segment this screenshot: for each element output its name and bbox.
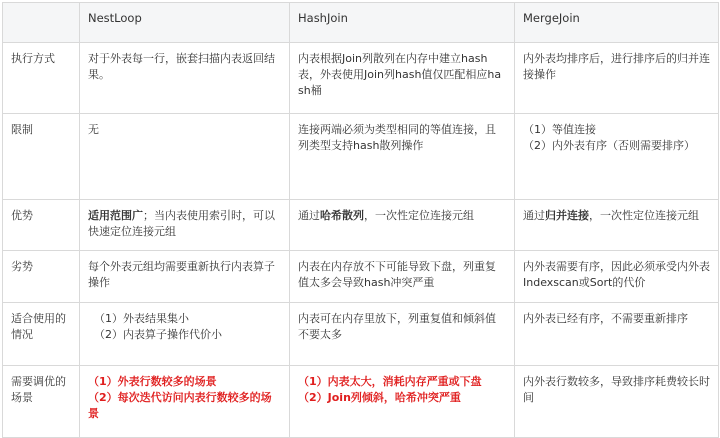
cell-limit-hashjoin: 连接两端必须为类型相同的等值连接，且列类型支持hash散列操作 bbox=[290, 114, 515, 200]
cell-tune-hashjoin bbox=[290, 366, 515, 438]
adv-nestloop-bold: 适用范围广 bbox=[88, 209, 143, 222]
join-comparison-table bbox=[2, 2, 719, 438]
row-label-exec: 执行方式 bbox=[3, 43, 80, 114]
header-nestloop: NestLoop bbox=[80, 3, 290, 43]
cell-tune-nestloop bbox=[80, 366, 290, 438]
adv-mergejoin-bold: 归并连接 bbox=[545, 209, 589, 222]
cell-disadv-nestloop: 每个外表元组均需要重新执行内表算子操作 bbox=[80, 251, 290, 303]
cell-disadv-hashjoin: 内表在内存放不下可能导致下盘，列重复值太多会导致hash冲突严重 bbox=[290, 251, 515, 303]
adv-hashjoin-pre: 通过 bbox=[298, 209, 320, 222]
adv-hashjoin-rest: ，一次性定位连接元组 bbox=[364, 209, 474, 222]
tune-nestloop-line1: （1）外表行数较多的场景 bbox=[88, 375, 217, 388]
cell-disadv-mergejoin: 内外表需要有序，因此必须承受内外表Indexscan或Sort的代价 bbox=[515, 251, 719, 303]
row-label-suit: 适合使用的情况 bbox=[3, 303, 80, 366]
table-row-disadv bbox=[3, 251, 719, 303]
table-row-adv bbox=[3, 200, 719, 251]
cell-suit-nestloop bbox=[80, 303, 290, 366]
header-hashjoin: HashJoin bbox=[290, 3, 515, 43]
table-row-suit bbox=[3, 303, 719, 366]
cell-limit-nestloop: 无 bbox=[80, 114, 290, 200]
cell-suit-mergejoin: 内外表已经有序，不需要重新排序 bbox=[515, 303, 719, 366]
tune-nestloop-line2: （2）每次迭代访问内表行数较多的场景 bbox=[88, 391, 272, 420]
limit-mergejoin-line1: （1）等值连接 bbox=[523, 123, 596, 136]
cell-adv-mergejoin bbox=[515, 200, 719, 251]
cell-suit-hashjoin: 内表可在内存里放下，列重复值和倾斜值不要太多 bbox=[290, 303, 515, 366]
cell-tune-mergejoin: 内外表行数较多，导致排序耗费较长时间 bbox=[515, 366, 719, 438]
row-label-adv: 优势 bbox=[3, 200, 80, 251]
tune-hashjoin-line1: （1）内表太大，消耗内存严重或下盘 bbox=[298, 375, 482, 388]
row-label-limit: 限制 bbox=[3, 114, 80, 200]
adv-mergejoin-pre: 通过 bbox=[523, 209, 545, 222]
suit-nestloop-line1: （1）外表结果集小 bbox=[94, 312, 189, 325]
suit-nestloop-line2: （2）内表算子操作代价小 bbox=[94, 328, 222, 341]
table-row-limit bbox=[3, 114, 719, 200]
adv-hashjoin-bold: 哈希散列 bbox=[320, 209, 364, 222]
cell-exec-hashjoin: 内表根据Join列散列在内存中建立hash表，外表使用Join列hash值仅匹配相应hash桶 bbox=[290, 43, 515, 114]
limit-mergejoin-line2: （2）内外表有序（否则需要排序） bbox=[523, 139, 695, 152]
tune-hashjoin-line2: （2）Join列倾斜，哈希冲突严重 bbox=[298, 391, 461, 404]
adv-nestloop-rest: ；当内表使用索引时，可以快速定位连接元组 bbox=[88, 209, 275, 238]
cell-limit-mergejoin bbox=[515, 114, 719, 200]
cell-adv-hashjoin bbox=[290, 200, 515, 251]
cell-adv-nestloop bbox=[80, 200, 290, 251]
table-row-tune bbox=[3, 366, 719, 438]
adv-mergejoin-rest: ，一次性定位连接元组 bbox=[589, 209, 699, 222]
row-label-tune: 需要调优的场景 bbox=[3, 366, 80, 438]
header-corner-cell bbox=[3, 3, 80, 43]
row-label-disadv: 劣势 bbox=[3, 251, 80, 303]
cell-exec-nestloop: 对于外表每一行，嵌套扫描内表返回结果。 bbox=[80, 43, 290, 114]
table-header-row bbox=[3, 3, 719, 43]
cell-exec-mergejoin: 内外表均排序后，进行排序后的归并连接操作 bbox=[515, 43, 719, 114]
header-mergejoin: MergeJoin bbox=[515, 3, 719, 43]
table-row-exec bbox=[3, 43, 719, 114]
